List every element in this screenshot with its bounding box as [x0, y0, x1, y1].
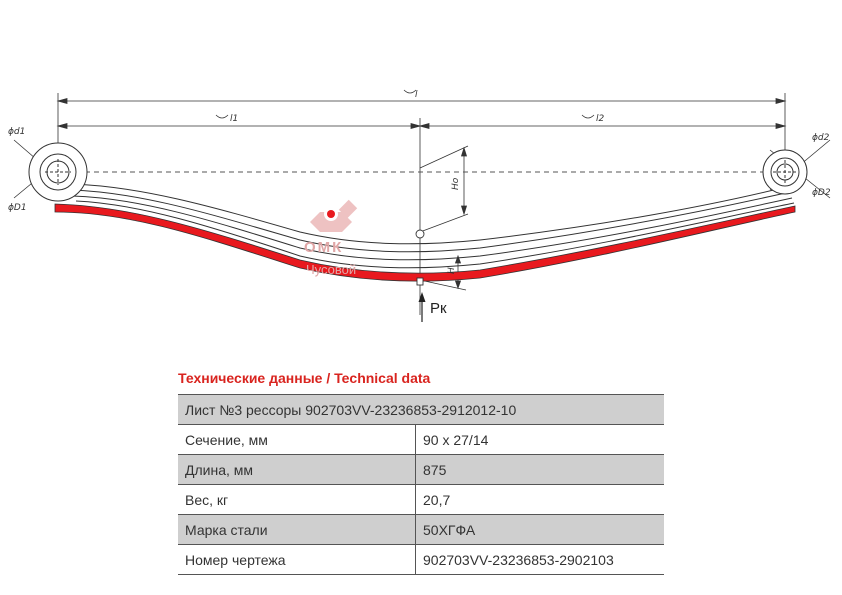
spec-value: 50ХГФА: [416, 515, 665, 545]
spec-key: Сечение, мм: [178, 425, 416, 455]
spec-title: Технические данные / Technical data: [178, 370, 431, 386]
spec-value: 20,7: [423, 491, 451, 508]
overall-length-label: l: [415, 90, 418, 100]
length-2-label: l2: [596, 114, 605, 124]
logo-subtitle: Чусовой: [306, 262, 357, 277]
spec-value: 875: [416, 455, 665, 485]
load-label: Pк: [430, 300, 447, 317]
eye-inner-left-label: ϕd1: [8, 127, 26, 137]
spec-value: 902703VV-23236853-2902103: [423, 551, 614, 568]
spec-key: Номер чертежа: [178, 545, 416, 575]
loaded-height-label: H: [447, 267, 457, 274]
load-arrow-icon: [419, 292, 426, 322]
right-spring-eye: [763, 150, 807, 194]
spec-key: Длина, мм: [178, 455, 416, 485]
table-row: [178, 455, 664, 485]
eye-inner-right-label: ϕd2: [812, 133, 830, 143]
table-row: [178, 485, 664, 515]
table-row: [178, 515, 664, 545]
table-row: [178, 395, 664, 425]
omk-logo: [304, 200, 357, 277]
part-name-cell: Лист №3 рессоры 902703VV-23236853-2912012-10: [178, 395, 664, 425]
table-row: [178, 425, 664, 455]
table-row: [178, 545, 664, 575]
free-height-label: Hо: [451, 177, 461, 190]
eye-outer-right-label: ϕD2: [812, 188, 831, 198]
logo-name: ОМК: [304, 239, 344, 256]
left-spring-eye: [29, 143, 87, 201]
eye-outer-left-label: ϕD1: [8, 203, 27, 213]
spec-table: [178, 394, 664, 575]
length-1-label: l1: [230, 114, 239, 124]
spec-key: Марка стали: [178, 515, 416, 545]
spec-value: 90 х 27/14: [423, 431, 489, 448]
spec-key: Вес, кг: [178, 485, 416, 515]
